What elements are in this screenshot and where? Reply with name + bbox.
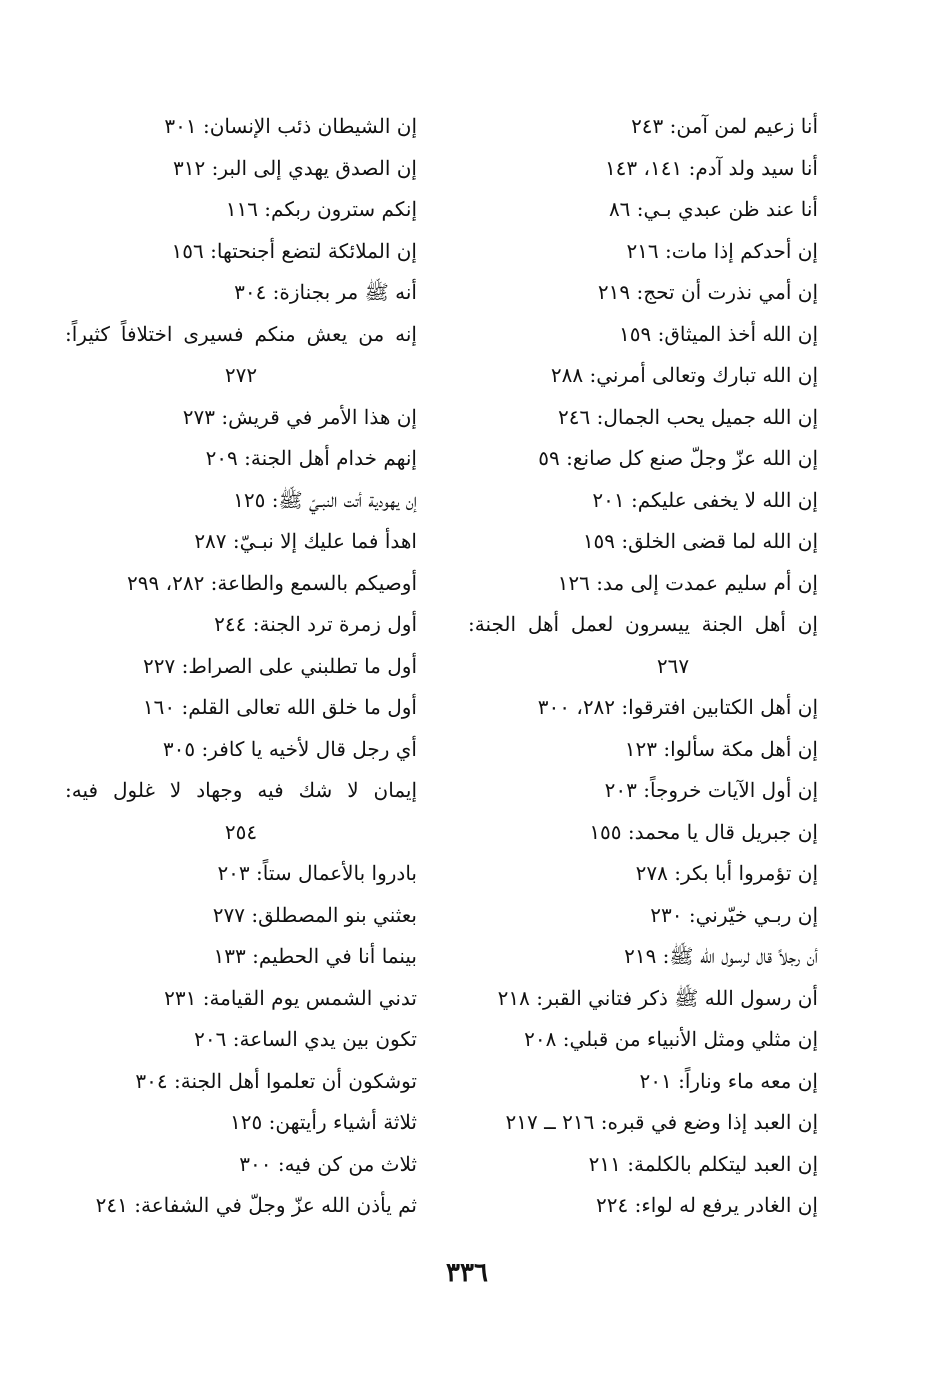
index-entry: إيمان لا شك فيه وجهاد لا غلول فيه:	[65, 778, 417, 802]
index-entry: أي رجل قال لأخيه يا كافر: ٣٠٥	[162, 736, 417, 761]
index-entry: إن ربـي خيّرني: ٢٣٠	[650, 902, 818, 927]
index-entry: بادروا بالأعمال ستاً: ٢٠٣	[217, 861, 417, 885]
index-entry-continuation: ٢٥٤	[224, 819, 258, 844]
index-entry: اهدأ فما عليك إلا نبـيّ: ٢٨٧	[194, 529, 417, 553]
index-entry: إنه من يعش منكم فسيرى اختلافاً كثيراً:	[65, 321, 417, 346]
index-entry: أنه ﷺ مر بجنازة: ٣٠٤	[234, 280, 417, 304]
index-entry: إن أم سليم عمدت إلى مد: ١٢٦	[557, 570, 818, 595]
index-entry: إن مثلي ومثل الأنبياء من قبلي: ٢٠٨	[524, 1027, 818, 1051]
index-entry: بينما أنا في الحطيم: ١٣٣	[213, 944, 417, 968]
index-entry: إن الله عزّ وجلّ صنع كل صانع: ٥٩	[538, 446, 818, 470]
index-entry: إن الله أخذ الميثاق: ١٥٩	[619, 321, 818, 346]
index-entry: أن رجلاً قال لرسول الله ﷺ: ٢١٩	[624, 944, 818, 968]
page-number: ٣٣٦	[446, 1258, 488, 1288]
index-column-left	[65, 106, 417, 1227]
index-entry: ثم يأذن الله عزّ وجلّ في الشفاعة: ٢٤١	[95, 1193, 417, 1217]
index-entry: أول ما خلق الله تعالى القلم: ١٦٠	[142, 695, 417, 719]
index-entry: أوصيكم بالسمع والطاعة: ٢٨٢، ٢٩٩	[127, 570, 417, 595]
index-entry: إن أمي نذرت أن تحج: ٢١٩	[597, 280, 818, 304]
index-entry: إن الله تبارك وتعالى أمرني: ٢٨٨	[550, 363, 818, 387]
index-entry: إنكم سترون ربكم: ١١٦	[225, 197, 417, 221]
index-entry: إن أول الآيات خروجاً: ٢٠٣	[604, 778, 818, 802]
index-entry: إن العبد إذا وضع في قبره: ٢١٦ ــ ٢١٧	[505, 1110, 818, 1134]
index-entry: ثلاثة أشياء رأيتهن: ١٢٥	[230, 1110, 417, 1134]
index-entry: أن رسول الله ﷺ ذكر فتاني القبر: ٢١٨	[497, 985, 818, 1010]
index-entry: تكون بين يدي الساعة: ٢٠٦	[194, 1027, 417, 1051]
index-entry: إن أهل الكتابين افترقوا: ٢٨٢، ٣٠٠	[537, 695, 818, 719]
index-entry: إنهم خدام أهل الجنة: ٢٠٩	[205, 446, 417, 470]
index-entry: إن الملائكة لتضع أجنحتها: ١٥٦	[171, 238, 417, 263]
index-entry: إن يهودية أتت النبـيّ ﷺ: ١٢٥	[233, 487, 417, 512]
index-entry: إن هذا الأمر في قريش: ٢٧٣	[182, 404, 417, 429]
index-entry: إن أهل الجنة ييسرون لعمل أهل الجنة:	[468, 612, 818, 636]
index-entry-continuation: ٢٦٧	[656, 653, 690, 678]
index-entry: بعثني بنو المصطلق: ٢٧٧	[212, 902, 417, 927]
index-entry: إن جبريل قال يا محمد: ١٥٥	[589, 819, 818, 844]
index-entry: توشكون أن تعلموا أهل الجنة: ٣٠٤	[135, 1068, 417, 1093]
index-entry: إن تؤمروا أبا بكر: ٢٧٨	[635, 861, 818, 885]
index-entry: إن الشيطان ذئب الإنسان: ٣٠١	[164, 114, 417, 138]
index-entry: إن الله لا يخفى عليكم: ٢٠١	[592, 487, 818, 512]
index-entry: إن معه ماء وناراً: ٢٠١	[639, 1068, 818, 1093]
index-entry: أول ما تطلبني على الصراط: ٢٢٧	[143, 653, 417, 678]
index-entry: تدني الشمس يوم القيامة: ٢٣١	[164, 985, 417, 1010]
index-entry: أنا زعيم لمن آمن: ٢٤٣	[631, 114, 818, 138]
index-entry: إن الصدق يهدي إلى البر: ٣١٢	[173, 155, 417, 180]
index-entry: إن الله لما قضى الخلق: ١٥٩	[582, 529, 818, 553]
index-entry: إن أحدكم إذا مات: ٢١٦	[626, 238, 818, 263]
index-entry: إن العبد ليتكلم بالكلمة: ٢١١	[588, 1151, 818, 1176]
index-entry: أنا سيد ولد آدم: ١٤١، ١٤٣	[604, 155, 818, 180]
index-entry: إن الغادر يرفع له لواء: ٢٢٤	[596, 1193, 818, 1217]
index-entry-continuation: ٢٧٢	[224, 363, 258, 387]
index-entry: إن أهل مكة سألوا: ١٢٣	[624, 736, 818, 761]
index-column-right	[468, 106, 818, 1227]
index-entry: إن الله جميل يحب الجمال: ٢٤٦	[558, 404, 818, 429]
index-entry: أول زمرة ترد الجنة: ٢٤٤	[214, 612, 417, 636]
index-entry: أنا عند ظن عبدي بـي: ٨٦	[608, 197, 818, 221]
index-entry: ثلاث من كن فيه: ٣٠٠	[239, 1151, 417, 1176]
